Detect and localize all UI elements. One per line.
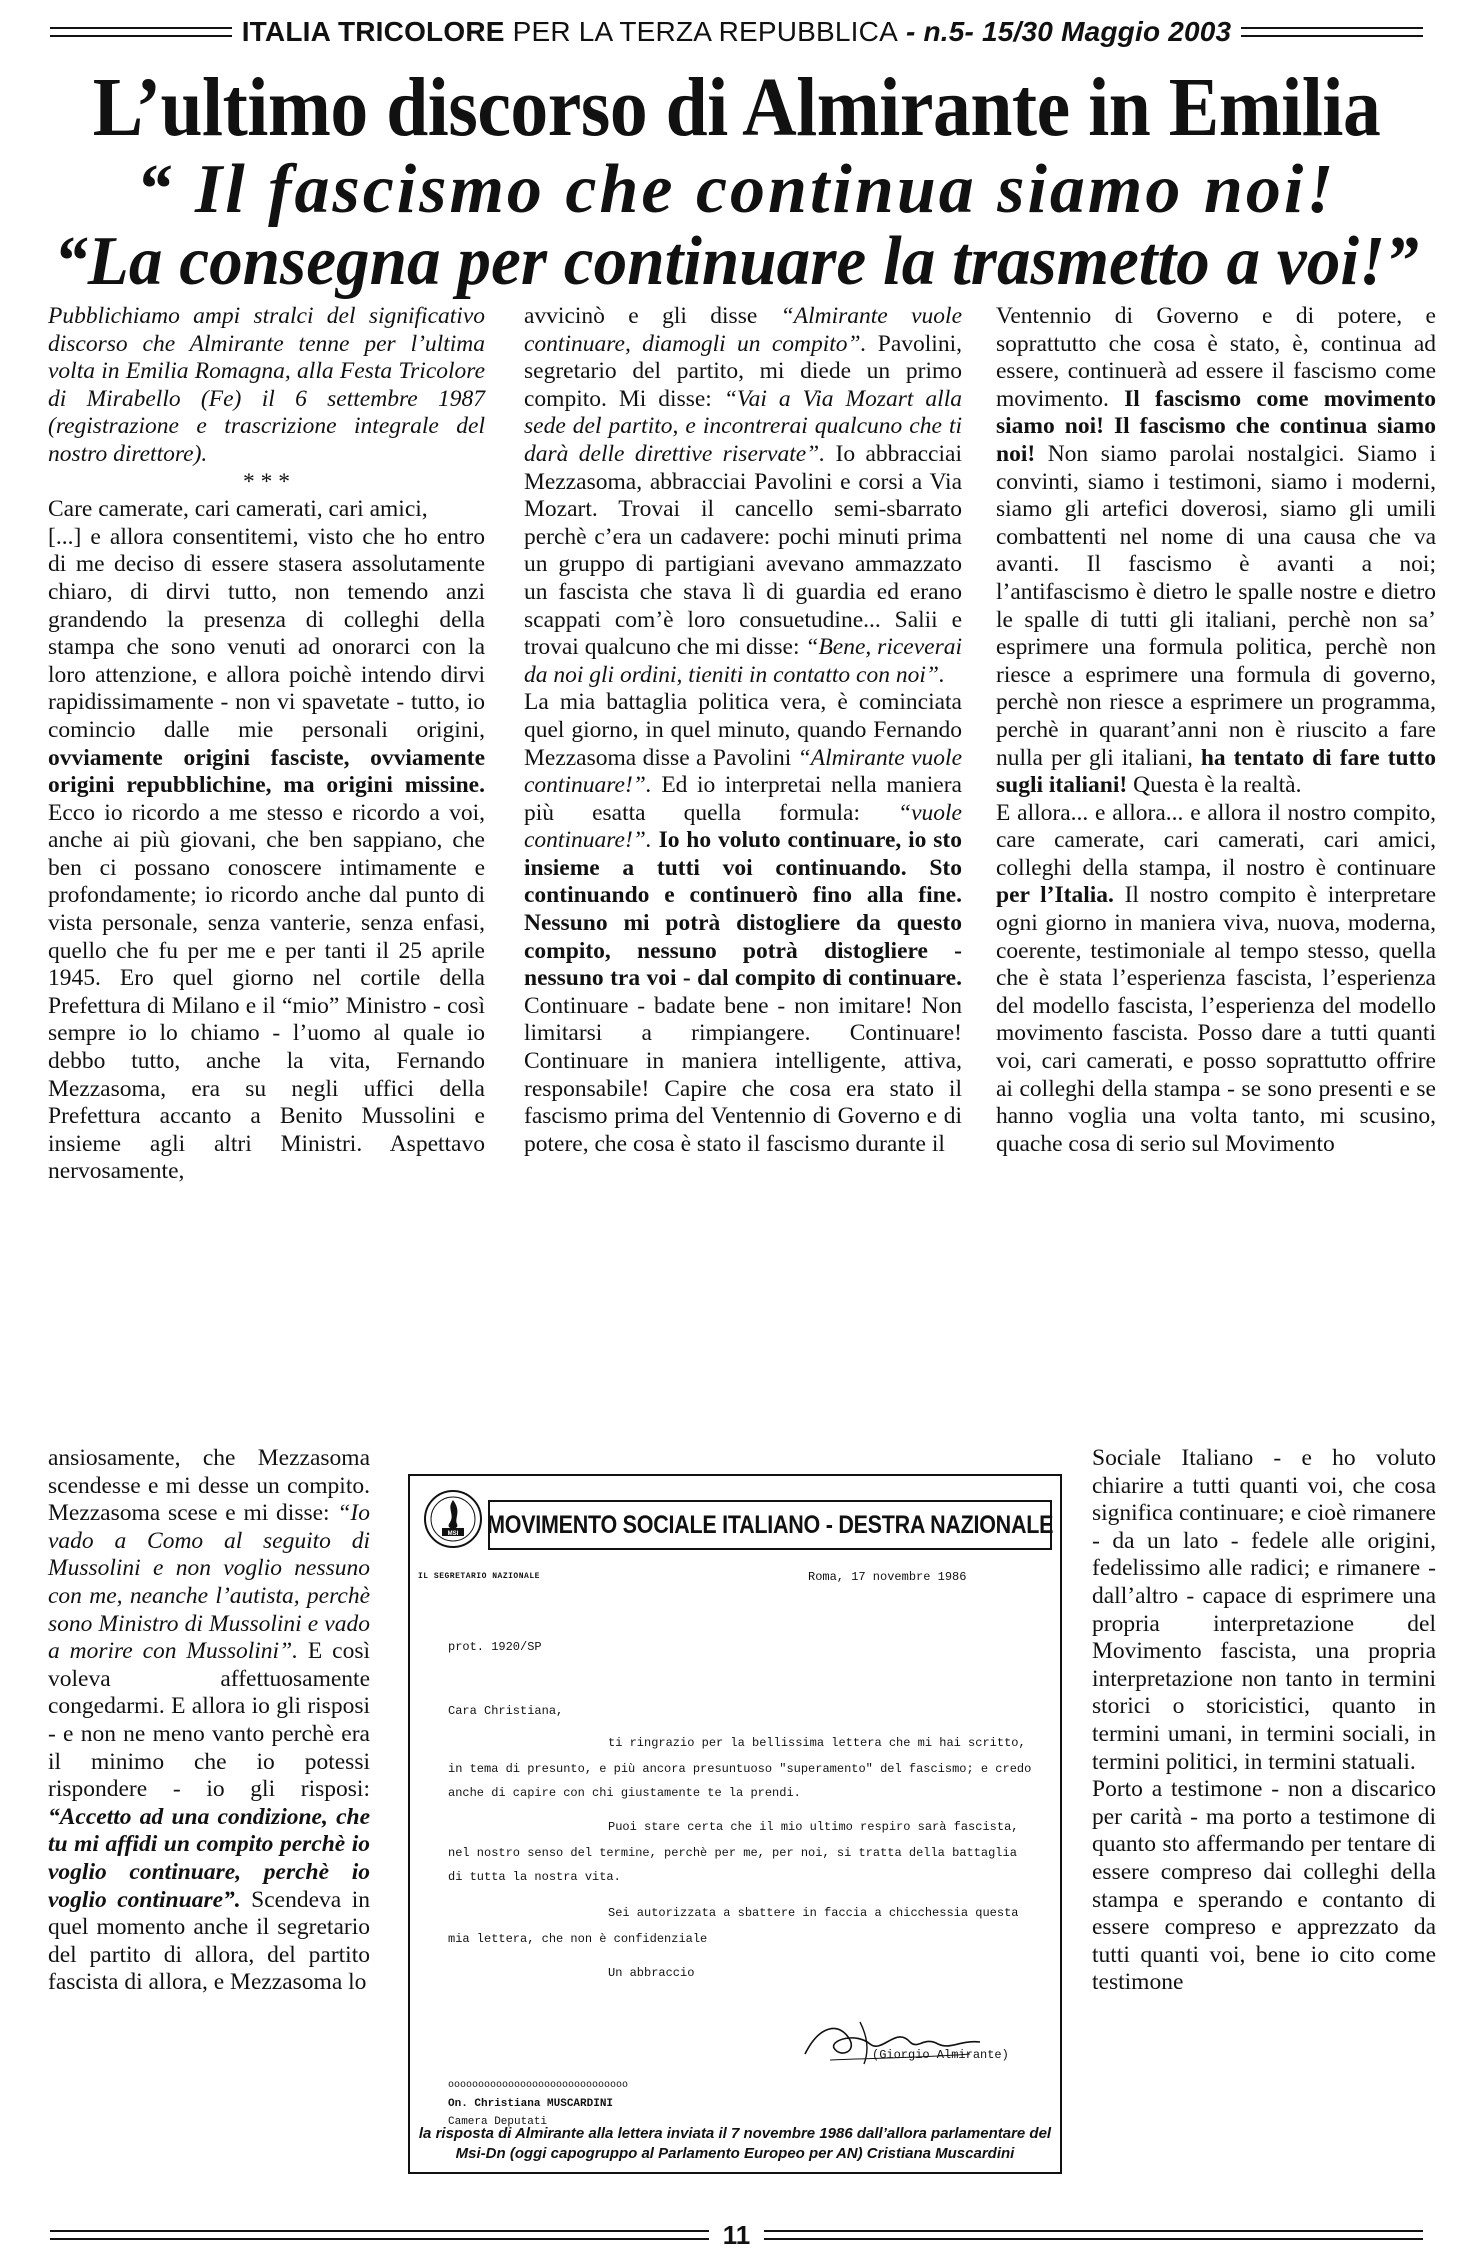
footer-rule-left (50, 2230, 709, 2240)
letter-line: Un abbraccio (608, 1966, 695, 1980)
col1-paragraph-1: [...] e allora consentitemi, visto che ho entro di me deciso di essere stasera assolutamente chiaro, di dirvi tutto, non temendo anzi grandendo la presenza di colleghi della stampa che sono venuti ad onorarci con la loro attenzione, e allora poichè intendo dirvi rapidissimamente - non vi spavetate - tutto, io comincio dalle mie personali origini, ovviamente origini fasciste, ovviamente origini repubblichine, ma origini missine. Ecco io ricordo a me stesso e ricordo a voi, anche ai più giovani, che ben sappiano, che ben ci possano conoscere intimamente e profondamente; io ricordo anche dal punto di vista personale, senza vanterie, senza enfasi, quello che fu per me e per tanti il 25 aprile 1945. Ero quel giorno nel cortile della Prefettura di Milano e il “mio” Ministro - così sempre io lo chiamo - l’uomo al quale io debbo tutto, anche la vita, Fernando Mezzasoma, era su negli uffici della Prefettura accanto a Benito Mussolini e insieme agli altri Ministri. Aspettavo nervosamente, (48, 523, 485, 1185)
masthead (50, 14, 1423, 50)
col3-paragraph-2: E allora... e allora... e allora il nostro compito, care camerate, cari camerati, cari amici, colleghi della stampa, il nostro è continuare per l’Italia. Il nostro compito è interpretare ogni giorno in maniera viva, nuova, moderna, coerente, testimoniale al tempo stesso, quella che è stata l’esperienza fascista, l’esperienza del modello fascista, l’esperienza del modello movimento fascista. Posso dare a tutti quanti voi, cari camerati, e posso soprattutto offrire ai colleghi della stampa - se sono presenti e se hanno voglia una volta tanto, mi scusino, quache cosa di serio sul Movimento (996, 799, 1437, 1157)
article-column-1 (48, 303, 485, 1186)
footer-rule-right (764, 2230, 1423, 2240)
col2-paragraph-2: La mia battaglia politica vera, è cominciata quel giorno, in quel minuto, quando Fernando Mezzasoma disse a Pavolini “Almirante vuole continuare!”. Ed io interpretai nella maniera più esatta quella formula: “vuole continuare!”. Io ho voluto continuare, io sto insieme a tutti voi continuando. Sto continuando e continuerò fino alla fine. Nessuno mi potrà distogliere da questo compito, nessuno potrà distogliere - nessuno tra voi - dal compito di continuare. Continuare - badate bene - non imitare! Non limitarsi a rimpiangere. Continuare! Continuare in maniera intelligente, attiva, responsabile! Capire che cosa era stato il fascismo prima del Ventennio di Governo e di potere, che cosa è stato il fascismo durante il (524, 689, 962, 1157)
headline-quote-1: “ Il fascismo che continua siamo noi! (136, 151, 1337, 228)
masthead-rule-left (50, 27, 232, 37)
page-footer (50, 2220, 1423, 2250)
logo-text: MSI (447, 1531, 459, 1537)
article-column-3-continued (1092, 1445, 1436, 1997)
col3-paragraph-1: Ventennio di Governo e di potere, e soprattutto che cosa è stato, è, continua ad essere, continuerà ad essere il fascismo come movimento. Il fascismo come movimento siamo noi! Il fascismo che continua siamo noi! Non siamo parolai nostalgici. Siamo i convinti, siamo i testimoni, siamo i moderni, siamo gli artefici doverosi, siamo gli umili combattenti nel nome di una causa che va avanti. Il fascismo è avanti a noi; l’antifascismo è dietro le spalle nostre e dietro le spalle di tutti gli italiani, perchè non sa’ esprimere una formula politica, perchè non riesce a esprimere una formula di governo, perchè non riesce a esprimere un programma, perchè in quarant’anni non è riuscito a fare nulla per gli italiani, ha tentato di fare tutto sugli italiani! Questa è la realtà. (996, 303, 1436, 799)
letter-line: mia lettera, che non è confidenziale (448, 1932, 708, 1946)
letter-line: nel nostro senso del termine, perchè per me, per noi, si tratta della battaglia (448, 1846, 1017, 1860)
letter-line: Puoi stare certa che il mio ultimo respiro sarà fascista, (608, 1820, 1019, 1834)
col1-paragraph-2: ansiosamente, che Mezzasoma scendesse e mi desse un compito. Mezzasoma scese e mi disse: “Io vado a Como al seguito di Mussolini e non voglio nessuno con me, neanche l’autista, perchè sono Ministro di Mussolini e vado a morire con Mussolini”. E così voleva affettuosamente congedarmi. E allora io gli risposi - e non ne meno vanto perchè era il minimo che io potessi rispondere - io gli risposi: “Accetto ad una condizione, che tu mi affidi un compito perchè io voglio continuare, perchè io voglio continuare”. Scendeva in quel momento anche il segretario del partito di allora, del partito fascista di allora, e Mezzasoma lo (48, 1445, 370, 1996)
col3-paragraph-3: Sociale Italiano - e ho voluto chiarire a tutti quanti voi, che cosa significa continuare; e cioè rimanere - da un lato - fedele alle origini, fedelissimo alle radici; e rimanere - dall’altro - capace di esprimere una propria interpretazione del Movimento fascista, una propria interpretazione non tanto in termini storici o storicistici, quanto in termini umani, in termini sociali, in termini politici, in termini statuali. (1092, 1445, 1436, 1775)
letter-line: anche di capire con chi giustamente te la prendi. (448, 1786, 801, 1800)
letter-recipient-org: Camera Deputati (448, 2116, 548, 2128)
publication-name: ITALIA TRICOLORE (241, 16, 505, 47)
letter-facsimile (408, 1474, 1062, 2174)
publication-subtitle: PER LA TERZA REPUBBLICA (512, 16, 898, 47)
intro-paragraph: Pubblichiamo ampi stralci del significativo discorso che Almirante tenne per l’ultima volta in Emilia Romagna, alla Festa Tricolore di Mirabello (Fe) il 6 settembre 1987 (registrazione e trascrizione integrale del nostro direttore). (48, 303, 485, 467)
masthead-text (232, 16, 1242, 48)
article-column-2 (524, 303, 962, 1158)
headline-title: L’ultimo discorso di Almirante in Emilia (92, 61, 1381, 154)
msi-flame-logo-icon (422, 1488, 484, 1550)
letter-caption: la risposta di Almirante alla lettera inviata il 7 novembre 1986 dall’allora parlamentare del Msi-Dn (oggi capogruppo al Parlamento Europeo per AN) Cristiana Muscardini (418, 2125, 1052, 2162)
letter-line: ti ringrazio per la bellissima lettera che mi hai scritto, (608, 1736, 1026, 1750)
letter-line: di tutta la nostra vita. (448, 1870, 621, 1884)
letterhead-text: MOVIMENTO SOCIALE ITALIANO - DESTRA NAZIONALE (486, 1510, 1054, 1539)
issue-info: - n.5- 15/30 Maggio 2003 (905, 16, 1232, 47)
letter-recipient-name: On. Christiana MUSCARDINI (448, 2098, 614, 2110)
letter-protocol: prot. 1920/SP (448, 1640, 542, 1654)
letter-divider: oooooooooooooooooooooooooooooo (448, 2080, 629, 2091)
col2-paragraph-1: avvicinò e gli disse “Almirante vuole continuare, diamogli un compito”. Pavolini, segretario del partito, mi diede un primo compito. Mi disse: “Vai a Via Mozart alla sede del partito, e incontrerai qualcuno che ti darà delle direttive riservate”. Io abbracciai Mezzasoma, abbracciai Pavolini e corsi a Via Mozart. Trovai il cancello semi-sbarrato perchè c’era un cadavere: pochi minuti prima un gruppo di partigiani avevano ammazzato un fascista che stava lì di guardia ed erano scappati com’è loro consuetudine... Salii e trovai qualcuno che mi disse: “Bene, riceverai da noi gli ordini, tieniti in contatto con noi”. (524, 303, 962, 688)
page-number: 11 (722, 2220, 751, 2250)
letter-salutation: Cara Christiana, (448, 1704, 564, 1718)
col3-paragraph-4: Porto a testimone - non a discarico per carità - ma porto a testimone di quanto sto affermando per tentare di essere compreso dai colleghi della stampa e sperando e contanto di essere compreso e apprezzato da tutti quanti voi, bene io cito come testimone (1092, 1776, 1436, 1996)
letter-line: Sei autorizzata a sbattere in faccia a chicchessia questa (608, 1906, 1019, 1920)
letterhead (488, 1500, 1052, 1550)
letter-place-date: Roma, 17 novembre 1986 (808, 1570, 967, 1584)
headline-quote-2: “La consegna per continuare la trasmetto a voi!” (54, 223, 1419, 300)
greeting: Care camerate, cari camerati, cari amici, (48, 496, 428, 523)
article-column-1-continued (48, 1445, 370, 1997)
section-separator: * * * (243, 468, 290, 495)
letter-signature-name: (Giorgio Almirante) (872, 2048, 1009, 2062)
letter-line: in tema di presunto, e più ancora presuntuoso "superamento" del fascismo; e credo (448, 1762, 1032, 1776)
letter-sender: IL SEGRETARIO NAZIONALE (418, 1572, 540, 1581)
masthead-rule-right (1241, 27, 1423, 37)
article-column-3 (996, 303, 1436, 1158)
